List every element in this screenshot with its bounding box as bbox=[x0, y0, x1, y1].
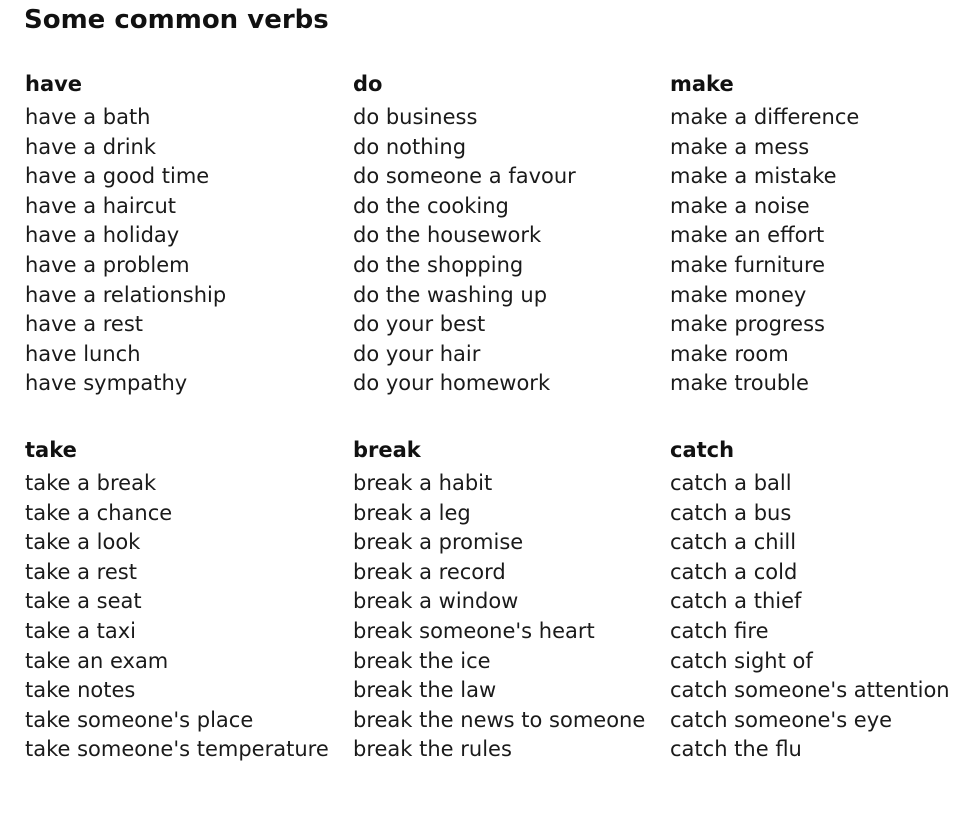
collocation-item: catch a ball bbox=[670, 471, 792, 495]
collocation-list bbox=[353, 469, 683, 765]
collocation-item: do the shopping bbox=[353, 252, 524, 277]
collocation-item: do the housework bbox=[353, 223, 542, 248]
collocation-item: have lunch bbox=[25, 341, 141, 366]
group-heading: break bbox=[353, 438, 421, 462]
collocation-item: catch a chill bbox=[670, 530, 797, 555]
page-title: Some common verbs bbox=[24, 5, 329, 35]
collocation-item: break the rules bbox=[353, 737, 512, 762]
collocation-item: take a seat bbox=[25, 589, 142, 614]
verb-group-break bbox=[353, 435, 683, 765]
collocation-item: make room bbox=[670, 341, 789, 366]
group-heading: take bbox=[25, 438, 77, 462]
collocation-item: catch fire bbox=[670, 618, 769, 643]
collocation-item: take someone's temperature bbox=[25, 737, 329, 762]
collocation-item: have a relationship bbox=[25, 282, 227, 307]
verb-group-make bbox=[670, 69, 980, 399]
collocation-item: break the news to someone bbox=[353, 707, 646, 732]
collocation-list bbox=[670, 103, 980, 399]
collocation-item: catch a bus bbox=[670, 500, 792, 525]
collocation-item: have a problem bbox=[25, 252, 190, 277]
verb-group-take bbox=[25, 435, 355, 765]
collocation-item: do business bbox=[353, 105, 478, 129]
collocation-item: make progress bbox=[670, 312, 825, 337]
verb-group-catch bbox=[670, 435, 980, 765]
collocation-item: have a holiday bbox=[25, 223, 180, 248]
collocation-item: take a look bbox=[25, 530, 141, 555]
collocation-item: break the ice bbox=[353, 648, 491, 673]
collocation-item: have a drink bbox=[25, 134, 157, 159]
collocation-item: take someone's place bbox=[25, 707, 254, 732]
collocation-item: make a mess bbox=[670, 134, 810, 159]
collocation-item: break someone's heart bbox=[353, 618, 595, 643]
verb-group-have bbox=[25, 69, 355, 399]
collocation-item: take an exam bbox=[25, 648, 169, 673]
collocation-item: do nothing bbox=[353, 134, 467, 159]
collocation-item: have sympathy bbox=[25, 371, 188, 396]
group-heading: have bbox=[25, 72, 83, 96]
collocation-item: break a leg bbox=[353, 500, 471, 525]
collocation-item: make a difference bbox=[670, 105, 860, 129]
collocation-list bbox=[670, 469, 980, 765]
collocation-list bbox=[353, 103, 683, 399]
collocation-item: take a chance bbox=[25, 500, 173, 525]
collocation-item: make a mistake bbox=[670, 164, 837, 189]
collocation-item: do the washing up bbox=[353, 282, 548, 307]
collocation-item: have a rest bbox=[25, 312, 144, 337]
group-heading: catch bbox=[670, 438, 735, 462]
collocation-item: catch sight of bbox=[670, 648, 813, 673]
collocation-list bbox=[25, 469, 355, 765]
collocation-item: have a bath bbox=[25, 105, 151, 129]
collocation-item: catch a thief bbox=[670, 589, 802, 614]
collocation-item: break a habit bbox=[353, 471, 493, 495]
group-heading: make bbox=[670, 72, 734, 96]
collocation-item: take a taxi bbox=[25, 618, 137, 643]
verb-group-do bbox=[353, 69, 683, 399]
collocation-item: do someone a favour bbox=[353, 164, 576, 189]
collocation-item: make money bbox=[670, 282, 807, 307]
collocation-item: take notes bbox=[25, 678, 136, 703]
collocation-item: make trouble bbox=[670, 371, 809, 396]
collocation-item: do your best bbox=[353, 312, 486, 337]
collocation-item: take a break bbox=[25, 471, 157, 495]
collocation-item: break a record bbox=[353, 559, 506, 584]
collocation-item: catch a cold bbox=[670, 559, 798, 584]
collocation-item: do your hair bbox=[353, 341, 481, 366]
collocation-list bbox=[25, 103, 355, 399]
collocation-item: have a good time bbox=[25, 164, 210, 189]
collocation-item: make an effort bbox=[670, 223, 825, 248]
collocation-item: have a haircut bbox=[25, 193, 177, 218]
collocation-item: break a promise bbox=[353, 530, 524, 555]
group-heading: do bbox=[353, 72, 383, 96]
collocation-item: catch the flu bbox=[670, 737, 802, 762]
collocation-item: break a window bbox=[353, 589, 519, 614]
collocation-item: catch someone's attention bbox=[670, 678, 950, 703]
collocation-item: make a noise bbox=[670, 193, 810, 218]
collocation-item: do the cooking bbox=[353, 193, 509, 218]
collocation-item: do your homework bbox=[353, 371, 551, 396]
collocation-item: catch someone's eye bbox=[670, 707, 893, 732]
collocation-item: make furniture bbox=[670, 252, 826, 277]
collocation-item: take a rest bbox=[25, 559, 137, 584]
collocation-item: break the law bbox=[353, 678, 497, 703]
